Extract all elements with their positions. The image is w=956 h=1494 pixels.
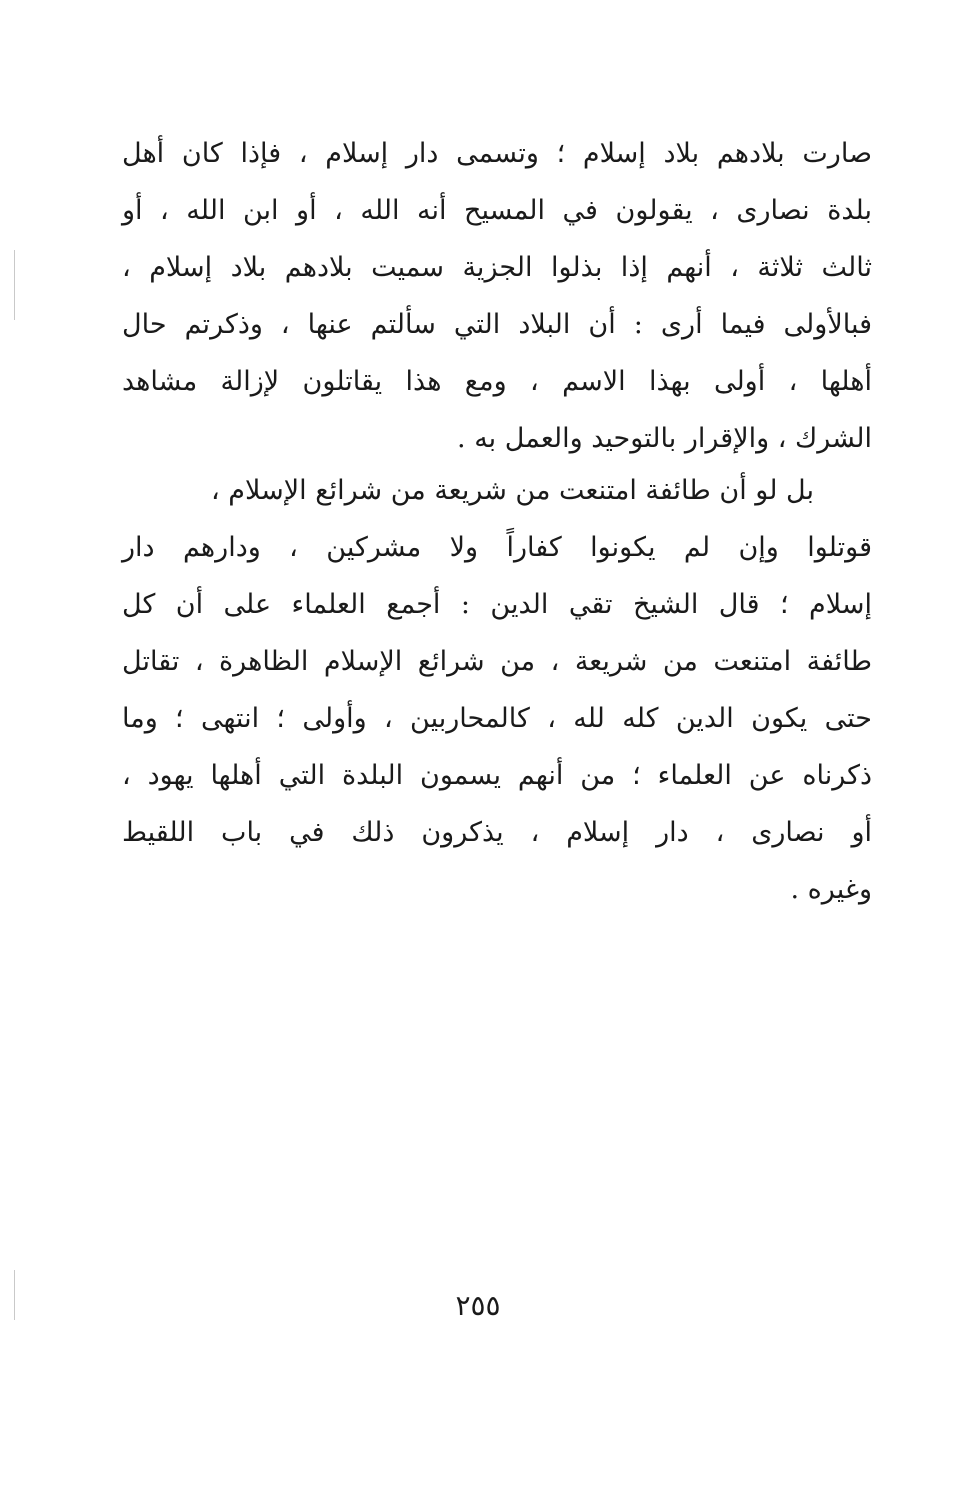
- text-line: ذكرناه عن العلماء ؛ من أنهم يسمون البلدة التي أهلها يهود ،: [122, 760, 872, 791]
- text-line: أو نصارى ، دار إسلام ، يذكرون ذلك في باب اللقيط: [122, 817, 872, 848]
- text-line: صارت بلادهم بلاد إسلام ؛ وتسمى دار إسلام ، فإذا كان أهل: [122, 138, 872, 169]
- page-number: ٢٥٥: [455, 1289, 501, 1322]
- text-line: أهلها ، أولى بهذا الاسم ، ومع هذا يقاتلون لإزالة مشاهد: [122, 366, 872, 397]
- scan-edge-mark: [14, 1270, 15, 1320]
- text-line: بل لو أن طائفة امتنعت من شريعة من شرائع الإسلام ،: [211, 475, 814, 506]
- text-line: قوتلوا وإن لم يكونوا كفاراً ولا مشركين ، ودارهم دار: [122, 532, 872, 563]
- paragraph-2: [122, 462, 872, 918]
- text-line: بلدة نصارى ، يقولون في المسيح أنه الله ، أو ابن الله ، أو: [122, 195, 872, 226]
- text-line: إسلام ؛ قال الشيخ تقي الدين : أجمع العلماء على أن كل: [122, 589, 872, 620]
- text-line: الشرك ، والإقرار بالتوحيد والعمل به .: [457, 423, 872, 454]
- text-line: طائفة امتنعت من شريعة ، من شرائع الإسلام الظاهرة ، تقاتل: [122, 646, 872, 677]
- text-line: وغيره .: [790, 874, 872, 905]
- text-line: فبالأولى فيما أرى : أن البلاد التي سألتم عنها ، وذكرتم حال: [122, 309, 872, 340]
- text-line: ثالث ثلاثة ، أنهم إذا بذلوا الجزية سميت بلادهم بلاد إسلام ،: [122, 252, 872, 283]
- text-line: حتى يكون الدين كله لله ، كالمحاربين ، وأولى ؛ انتهى ؛ وما: [122, 703, 872, 734]
- paragraph-1: [122, 125, 872, 467]
- scan-edge-mark: [14, 250, 15, 320]
